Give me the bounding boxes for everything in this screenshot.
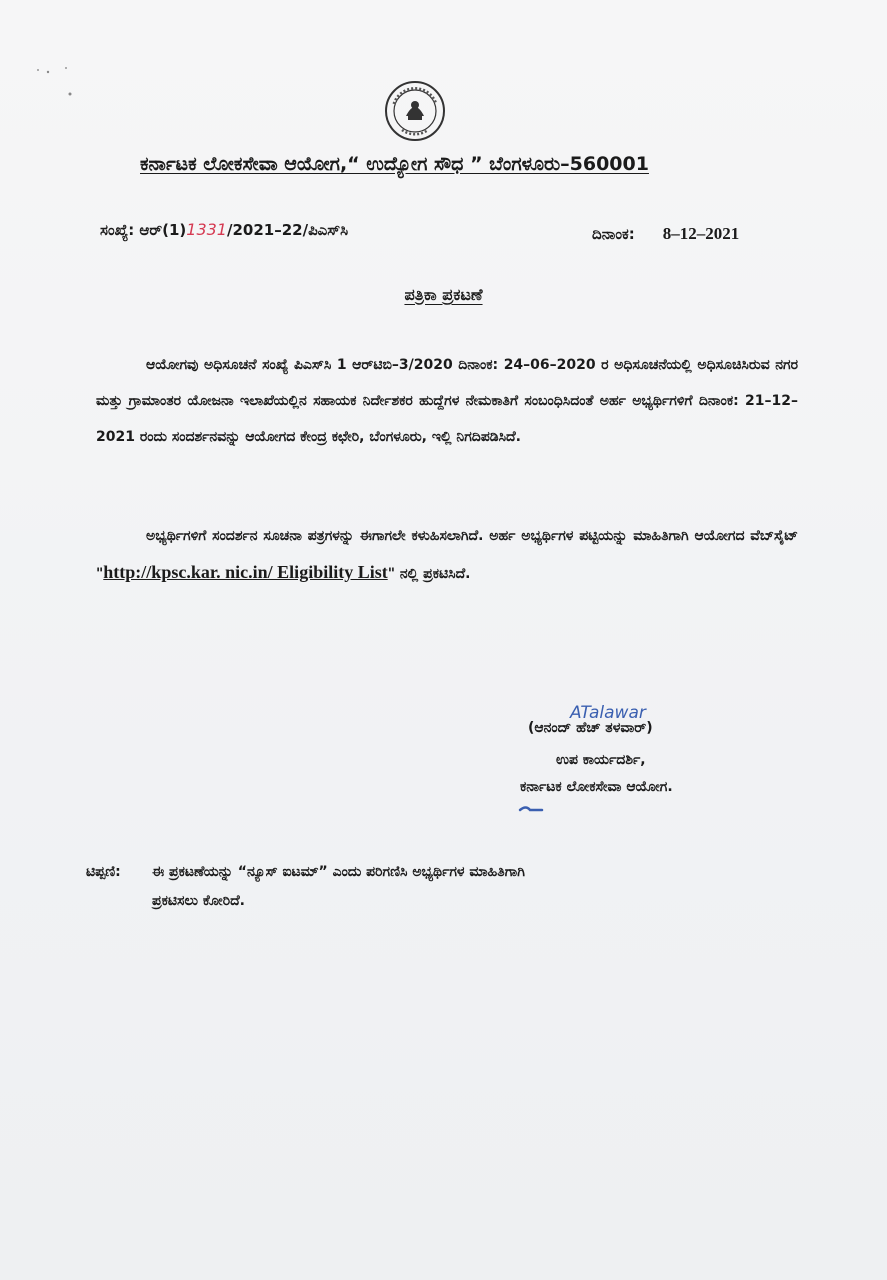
eligibility-list-link[interactable]: http://kpsc.kar. nic.in/ Eligibility List [103,562,388,582]
date-value: 8–12–2021 [662,224,740,243]
signature-text: ATalawar [570,703,646,723]
paragraph-eligibility-list [96,518,798,592]
paragraph-interview-notice: ಆಯೋಗವು ಅಧಿಸೂಚನೆ ಸಂಖ್ಯೆ ಪಿಎಸ್‌ಸಿ 1 ಆರ್‌ಟಿಬಿ–3/2020 ದಿನಾಂಕ: 24–06–2020 ರ ಅಧಿಸೂಚನೆಯಲ್ಲಿ ಅಧಿಸೂಚಿಸಿರುವ ನಗರ ಮತ್ತು ಗ್ರಾಮಾಂತರ ಯೋಜನಾ ಇಲಾಖೆಯಲ್ಲಿನ ಸಹಾಯಕ ನಿರ್ದೇಶಕರ ಹುದ್ದೆಗಳ ನೇಮಕಾತಿಗೆ ಸಂಬಂಧಿಸಿದಂತೆ ಅರ್ಹ ಅಭ್ಯರ್ಥಿಗಳಿಗೆ ದಿನಾಂಕ: 21–12–2021 ರಂದು ಸಂದರ್ಶನವನ್ನು ಆಯೋಗದ ಕೇಂದ್ರ ಕಛೇರಿ, ಬೆಂಗಳೂರು, ಇಲ್ಲಿ ನಿಗದಿಪಡಿಸಿದೆ. [96,357,798,445]
karnataka-emblem-seal [384,80,446,142]
note-label: ಟಿಪ್ಪಣಿ: [86,864,121,880]
scan-speck [30,60,80,110]
page-title: ಕರ್ನಾಟಕ ಲೋಕಸೇವಾ ಆಯೋಗ,“ ಉದ್ಯೋಗ ಸೌಧ ” ಬೆಂಗಳೂರು–560001 [140,153,649,175]
date-label: ದಿನಾಂಕ: [592,225,635,243]
note-line-2: ಪ್ರಕಟಿಸಲು ಕೋರಿದೆ. [152,893,246,909]
reference-suffix: /2021–22/ಪಿಎಸ್‌ಸಿ [226,221,349,239]
press-release-title: ಪತ್ರಿಕಾ ಪ್ರಕಟಣೆ [404,285,483,304]
note-line-1: ಈ ಪ್ರಕಟಣೆಯನ್ನು “ನ್ಯೂಸ್ ಐಟಮ್” ಎಂದು ಪರಿಗಣಿಸಿ ಅಭ್ಯರ್ಥಿಗಳ ಮಾಹಿತಿಗಾಗಿ [152,864,525,880]
signatory-name: (ಆನಂದ್ ಹೆಚ್ ತಳವಾರ್) [528,720,653,736]
paragraph-text-after-link: " ನಲ್ಲಿ ಪ್ರಕಟಿಸಿದೆ. [387,566,471,582]
pen-mark [518,804,544,814]
signatory-designation: ಉಪ ಕಾರ್ಯದರ್ಶಿ, [556,752,646,768]
reference-number [100,220,348,239]
note [86,858,706,916]
paragraph-text-before-link: ಅಭ್ಯರ್ಥಿಗಳಿಗೆ ಸಂದರ್ಶನ ಸೂಚನಾ ಪತ್ರಗಳನ್ನು ಈಗಾಗಲೇ ಕಳುಹಿಸಲಾಗಿದೆ. ಅರ್ಹ ಅಭ್ಯರ್ಥಿಗಳ ಪಟ್ಟಿಯನ್ನು ಮಾಹಿತಿಗಾಗಿ ಆಯೋಗದ ವೆಬ್‌ಸೈಟ್ " [96,528,798,582]
handwritten-reference-number: 1331 [186,220,227,239]
signatory-organization: ಕರ್ನಾಟಕ ಲೋಕಸೇವಾ ಆಯೋಗ. [520,779,673,795]
date [592,224,739,244]
reference-prefix: ಸಂಖ್ಯೆ: ಆರ್(1) [100,221,187,239]
